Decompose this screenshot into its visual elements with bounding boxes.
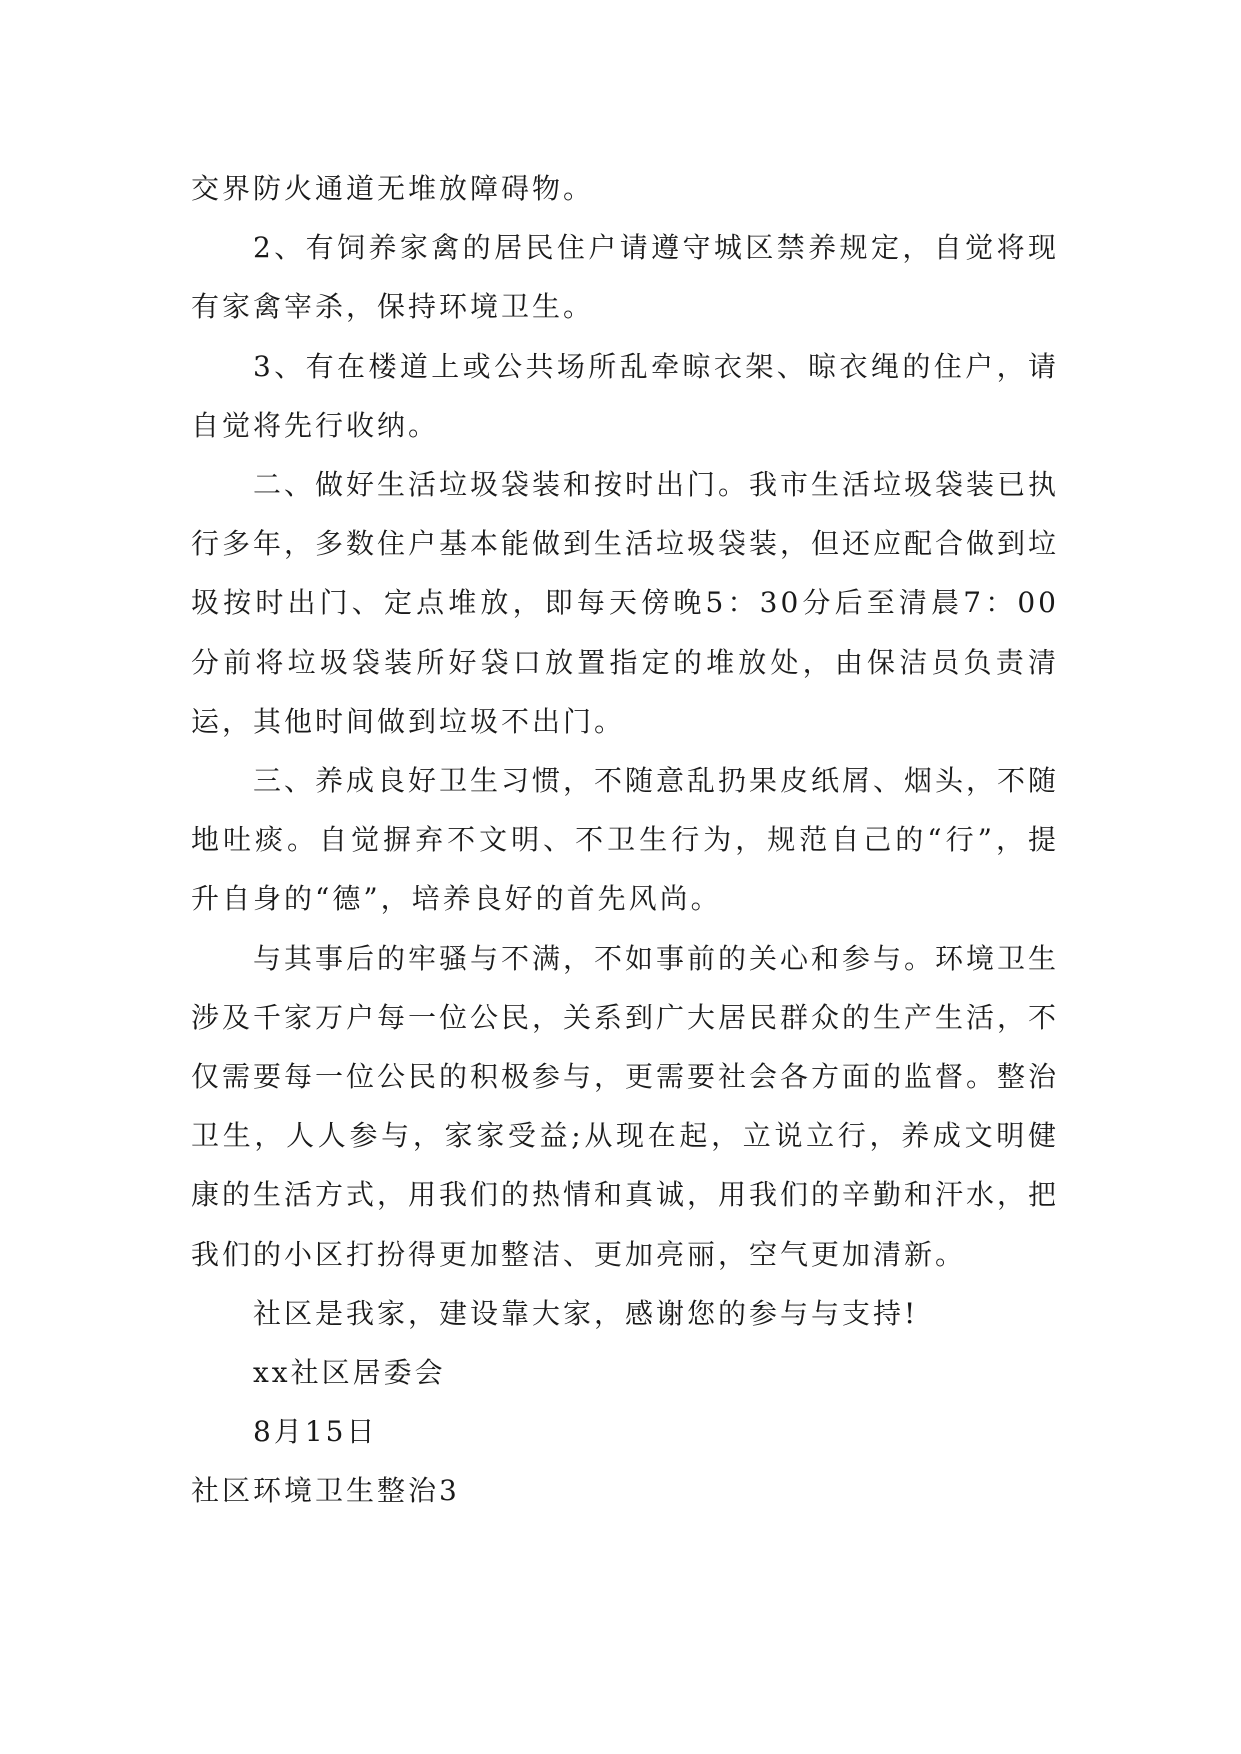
signature-committee: xx社区居委会 xyxy=(253,1356,446,1390)
paragraph-participation: 与其事后的牢骚与不满，不如事前的关心和参与。环境卫生涉及千家万户每一位公民，关系到广大居民群众的生产生活，不仅需要每一位公民的积极参与，更需要社会各方面的监督。整治卫生，人人参与，家家受益;从现在起，立说立行，养成文明健康的生活方式，用我们的热情和真诚，用我们的辛勤和汗水，把我们的小区打扮得更加整洁、更加亮丽，空气更加清新。 xyxy=(191,941,1060,1271)
paragraph-garbage-bagging: 二、做好生活垃圾袋装和按时出门。我市生活垃圾袋装已执行多年，多数住户基本能做到生活垃圾袋装，但还应配合做到垃圾按时出门、定点堆放，即每天傍晚5：30分后至清晨7：00分前将垃圾袋装所好袋口放置指定的堆放处，由保洁员负责清运，其他时间做到垃圾不出门。 xyxy=(191,468,1060,738)
paragraph-thanks: 社区是我家，建设靠大家，感谢您的参与与支持! xyxy=(253,1296,919,1330)
paragraph-poultry-rule: 2、有饲养家禽的居民住户请遵守城区禁养规定，自觉将现有家禽宰杀，保持环境卫生。 xyxy=(191,231,1059,324)
document-body xyxy=(191,159,1059,1521)
next-section-heading: 社区环境卫生整治3 xyxy=(191,1474,460,1508)
paragraph-hygiene-habits: 三、养成良好卫生习惯，不随意乱扔果皮纸屑、烟头，不随地吐痰。自觉摒弃不文明、不卫生行为，规范自己的“行”，提升自身的“德”，培养良好的首先风尚。 xyxy=(191,764,1060,916)
paragraph-clothesline-rule: 3、有在楼道上或公共场所乱牵晾衣架、晾衣绳的住户，请自觉将先行收纳。 xyxy=(191,349,1059,442)
signature-date: 8月15日 xyxy=(253,1415,378,1449)
paragraph-fire-passage: 交界防火通道无堆放障碍物。 xyxy=(191,172,595,205)
